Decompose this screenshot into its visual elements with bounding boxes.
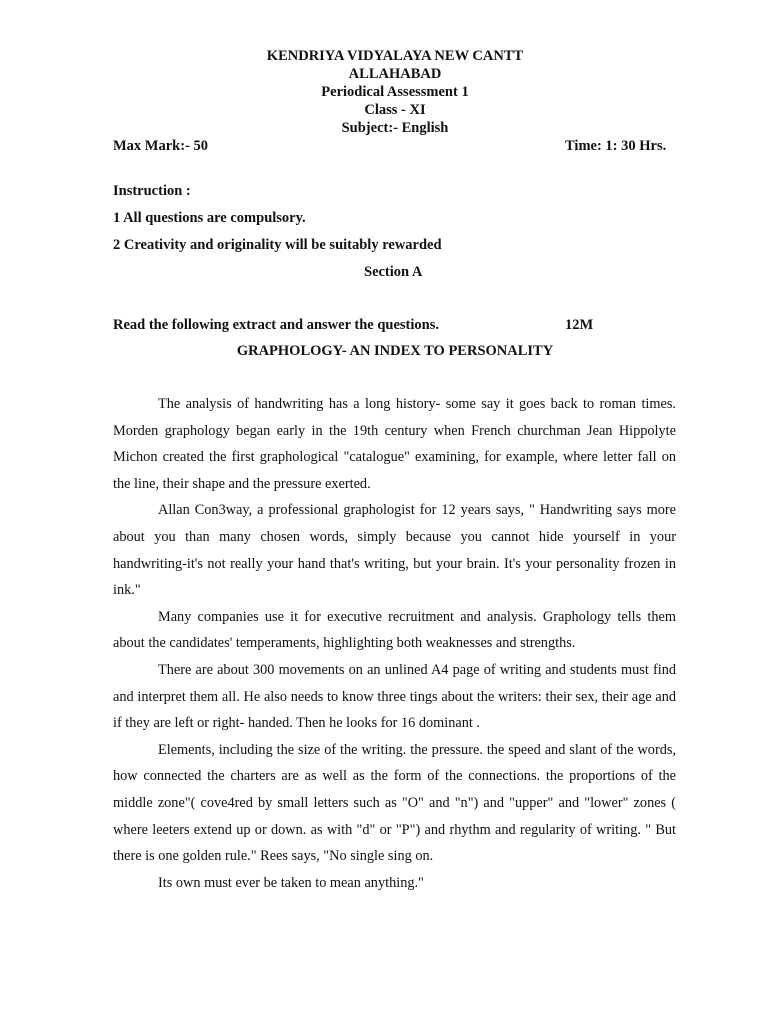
passage-body (113, 391, 676, 896)
subject-label: Subject:- English (341, 120, 449, 136)
section-label: Section A (364, 264, 423, 280)
max-mark: Max Mark:- 50 (113, 138, 209, 154)
passage-paragraph: Allan Con3way, a professional graphologist for 12 years says, " Handwriting says more about you than many chosen words, simply because you cannot hide yourself in your handwriting-it's not really your hand that's writing, but your brain. It's your personality frozen in ink." (113, 502, 676, 599)
instruction-item: 1 All questions are compulsory. (113, 210, 306, 226)
passage-paragraph: Elements, including the size of the writing. the pressure. the speed and slant of the words, how connected the charters are as well as the form of the connections. the proportions of the middle zone"( cove4red by small letters such as "O" and "n") and "upper" and "lower" zones ( where leeters extend up or down. as with "d" or "P") and rhythm and regularity of writing. " But there is one golden rule." Rees says, "No single sing on. (113, 741, 676, 865)
instruction-heading: Instruction : (113, 183, 191, 199)
class-label: Class - XI (364, 102, 426, 118)
passage-paragraph: The analysis of handwriting has a long history- some say it goes back to roman times. Morden graphology began early in the 19th century when French churchman Jean Hippolyte Michon created the first graphological "catalogue" examining, for example, where letter fall on the line, their shape and the pressure exerted. (113, 396, 676, 492)
passage-paragraph: Its own must ever be taken to mean anything." (158, 874, 424, 891)
time-allowed: Time: 1: 30 Hrs. (565, 138, 667, 154)
assessment-name: Periodical Assessment 1 (321, 84, 469, 100)
school-city: ALLAHABAD (348, 66, 442, 82)
passage-title: GRAPHOLOGY- AN INDEX TO PERSONALITY (236, 343, 554, 359)
section-marks: 12M (565, 317, 594, 333)
passage-paragraph: There are about 300 movements on an unlined A4 page of writing and students must find and interpret them all. He also needs to know three tings about the writers: their sex, their age and if they are left or right- handed. Then he looks for 16 dominant . (113, 661, 676, 732)
section-prompt: Read the following extract and answer the questions. (113, 317, 439, 333)
instruction-item: 2 Creativity and originality will be suitably rewarded (113, 237, 442, 253)
passage-paragraph: Many companies use it for executive recruitment and analysis. Graphology tells them about the candidates' temperaments, highlighting both weaknesses and strengths. (113, 608, 676, 652)
school-name: KENDRIYA VIDYALAYA NEW CANTT (266, 48, 524, 64)
